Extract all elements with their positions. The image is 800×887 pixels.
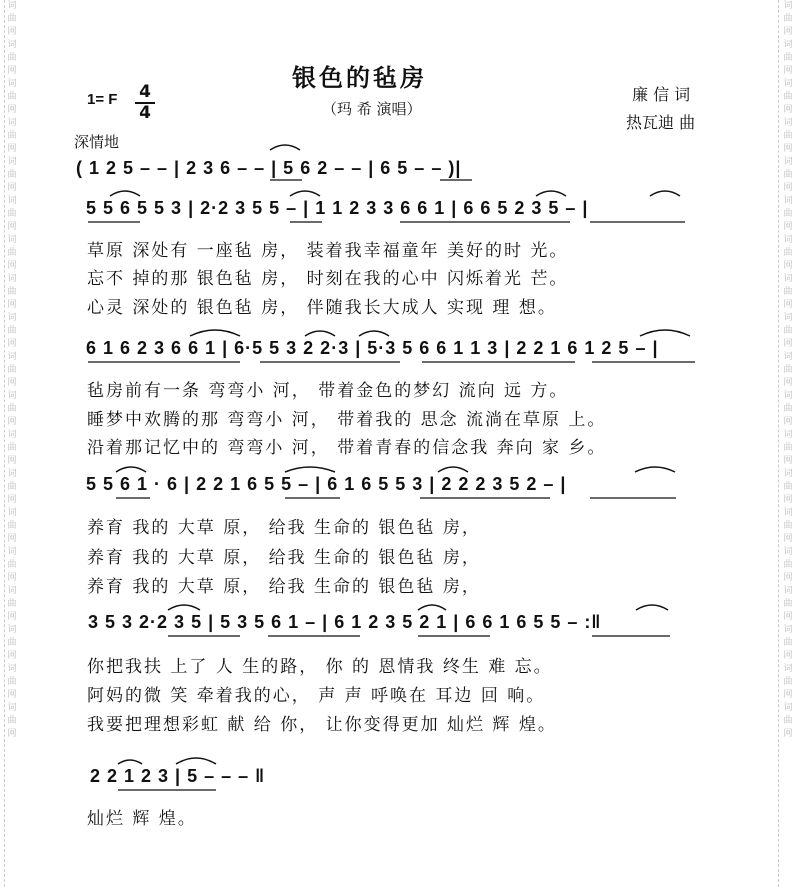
notation-row-3: 6 1 6 2 3 6 6 1 | 6·5 5 3 2 2·3 | 5·3 5 6 6 1 1 3 | 2 2 1 6 1 2 5 – | <box>86 338 659 358</box>
slur-mark <box>285 467 335 472</box>
slur-mark <box>176 758 216 764</box>
slur-mark <box>635 467 675 472</box>
song-title: 银色的毡房 <box>292 64 427 92</box>
notation-row-5: 3 5 3 2·2 3 5 | 5 3 5 6 1 – | 6 1 2 3 5 2 1 | 6 6 1 6 5 5 – :‖ <box>88 612 602 632</box>
key-signature: 1= F <box>87 91 118 108</box>
slur-mark <box>270 145 300 150</box>
notation-row-6: 2 2 1 2 3 | 5 – – – ‖ <box>90 766 266 786</box>
lyric-row-3-verse-3: 沿着那记忆中的 弯弯小 河， 带着青春的信念我 奔向 家 乡。 <box>87 438 607 458</box>
slur-mark <box>190 330 240 336</box>
notation-row-1: ( 1 2 5 – – | 2 3 6 – – | 5 6 2 – – | 6 5 – – )| <box>76 158 462 178</box>
left-watermark: 词曲网词曲网词曲网词曲网词曲网词曲网词曲网词曲网词曲网词曲网词曲网词曲网词曲网词曲网词曲网词曲网词曲网词曲网词曲网 <box>7 1 17 739</box>
lyric-row-5-verse-1: 你把我扶 上了 人 生的路， 你 的 恩情我 终生 难 忘。 <box>87 657 553 677</box>
time-signature <box>135 84 155 122</box>
lyric-row-3-verse-1: 毡房前有一条 弯弯小 河， 带着金色的梦幻 流向 远 方。 <box>87 381 569 401</box>
lyric-row-4-verse-2: 养育 我的 大草 原， 给我 生命的 银色毡 房， <box>87 548 481 568</box>
notation-row-4: 5 5 6 1 · 6 | 2 2 1 6 5 5 – | 6 1 6 5 5 3 | 2 2 2 3 5 2 – | <box>86 474 567 494</box>
slur-mark <box>359 331 389 336</box>
time-signature-bottom: 4 <box>139 103 151 123</box>
composer: 热瓦迪 曲 <box>626 113 696 132</box>
slur-mark <box>290 191 320 196</box>
time-signature-top: 4 <box>139 82 151 102</box>
lyric-row-2-verse-3: 心灵 深处的 银色毡 房， 伴随我长大成人 实现 理 想。 <box>87 298 557 318</box>
slur-mark <box>168 605 200 610</box>
slur-mark <box>650 191 680 196</box>
expression-mark: 深情地 <box>74 133 120 151</box>
slur-mark <box>118 760 142 764</box>
right-border-line <box>778 0 779 887</box>
lyric-row-2-verse-1: 草原 深处有 一座毡 房， 装着我幸福童年 美好的时 光。 <box>87 241 569 261</box>
lyricist: 廉 信 词 <box>632 85 691 104</box>
notation-row-2: 5 5 6 5 5 3 | 2·2 3 5 5 – | 1 1 2 3 3 6 6 1 | 6 6 5 2 3 5 – | <box>86 198 589 218</box>
slur-mark <box>305 331 335 336</box>
slur-mark <box>636 605 668 610</box>
lyric-row-3-verse-2: 睡梦中欢腾的那 弯弯小 河， 带着我的 思念 流淌在草原 上。 <box>87 410 607 430</box>
lyric-row-5-verse-2: 阿妈的微 笑 牵着我的心， 声 声 呼唤在 耳边 回 响。 <box>87 686 546 706</box>
slur-mark <box>536 191 566 196</box>
lyric-row-4-verse-1: 养育 我的 大草 原， 给我 生命的 银色毡 房， <box>87 518 481 538</box>
lyric-row-5-verse-3: 我要把理想彩虹 献 给 你， 让你变得更加 灿烂 辉 煌。 <box>87 715 557 735</box>
right-watermark: 词曲网词曲网词曲网词曲网词曲网词曲网词曲网词曲网词曲网词曲网词曲网词曲网词曲网词曲网词曲网词曲网词曲网词曲网词曲网 <box>783 1 793 739</box>
lyric-row-6-verse-1: 灿烂 辉 煌。 <box>87 809 197 829</box>
slur-mark <box>438 467 468 472</box>
lyric-row-4-verse-3: 养育 我的 大草 原， 给我 生命的 银色毡 房， <box>87 577 481 597</box>
lyric-row-2-verse-2: 忘不 掉的那 银色毡 房， 时刻在我的心中 闪烁着光 芒。 <box>87 269 569 289</box>
performer: （玛 希 演唱） <box>322 100 422 118</box>
slur-mark <box>116 467 146 472</box>
slur-mark <box>110 191 140 196</box>
slur-mark <box>418 605 446 610</box>
slur-mark <box>640 330 690 336</box>
